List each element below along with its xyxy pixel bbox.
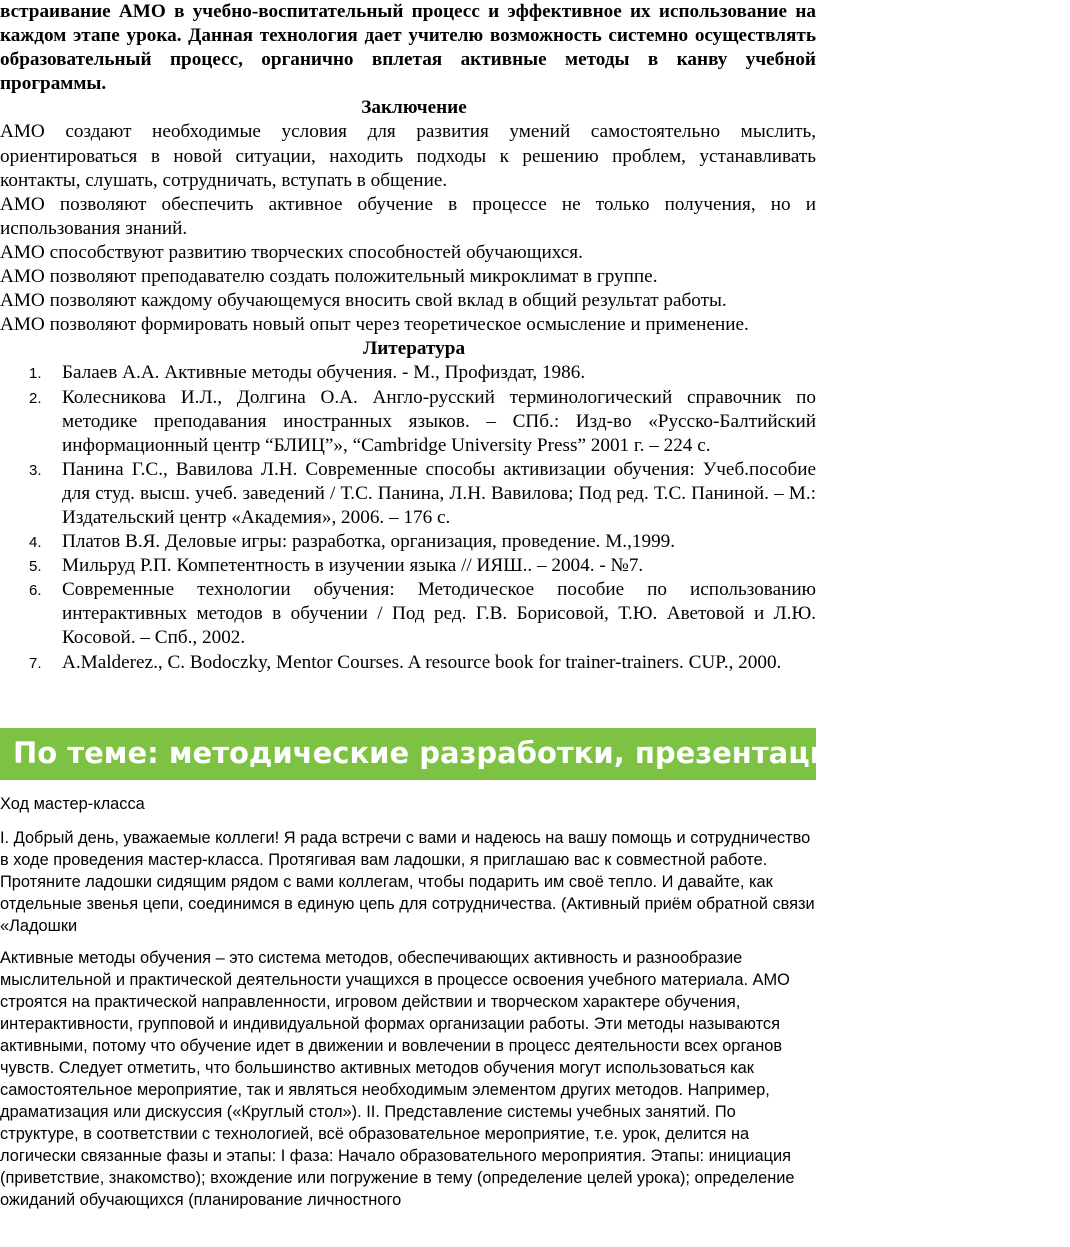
reference-item — [0, 458, 816, 530]
conclusion-paragraph: АМО позволяют каждому обучающемуся вносить свой вклад в общий результат работы. — [0, 290, 727, 312]
reference-text: Современные технологии обучения: Методическое пособие по использованию интерактивных методов в обучении / Под ред. Г.В. Борисовой, Т.Ю. Аветовой и Л.Ю. Косовой. – Спб., 2002. — [62, 579, 816, 649]
reference-item — [0, 554, 816, 578]
reference-number: 5. — [29, 558, 42, 576]
master-class-title: Ход мастер-класса — [0, 795, 145, 813]
reference-number: 6. — [29, 582, 42, 600]
reference-text: Колесникова И.Л., Долгина О.А. Англо-русский терминологический справочник по методике преподавания иностранных языков. – СПб.: Изд-во «Русско-Балтийский информационный центр “БЛИЦ”», “Cambridge University Press” 2001 г. – 224 с. — [62, 386, 816, 456]
conclusion-paragraph: АМО позволяют обеспечить активное обучение в процессе не только получения, но и использования знаний. — [0, 193, 816, 239]
active-methods-paragraph: Активные методы обучения – это система методов, обеспечивающих активность и разнообразие мыслительной и практической деятельности учащихся в процессе освоения учебного материала. АМО строятся на практической направленности, игровом действии и творческом характере обучения, интерактивности, групповой и индивидуальной формах организации работы. Эти методы называются активными, потому что обучение идет в движении и вовлечении в процесс деятельности всех органов чувств. Следует отметить, что большинство активных методов обучения могут использоваться как самостоятельное мероприятие, так и являться необходимым элементом других методов. Например, драматизация или дискуссия («Круглый стол»). II. Представление системы учебных занятий. По структуре, в соответствии с технологией, всё образовательное мероприятие, т.е. урок, делится на логически связанные фазы и этапы: I фаза: Начало образовательного мероприятия. Этапы: инициация (приветствие, знакомство); вхождение или погружение в тему (определение целей урока); определение ожиданий обучающихся (планирование личностного — [0, 949, 795, 1209]
references-list — [0, 361, 816, 674]
reference-number: 1. — [29, 365, 42, 383]
reference-item — [0, 386, 816, 458]
reference-text: A.Malderez., C. Bodoczky, Mentor Courses. A resource book for trainer-trainers. CUP., 2000. — [62, 651, 782, 673]
conclusion-paragraph: АМО создают необходимые условия для развития умений самостоятельно мыслить, ориентироваться в новой ситуации, находить подходы к решению проблем, устанавливать контакты, слушать, сотрудничать, вступать в общение. — [0, 121, 816, 191]
conclusion-heading: Заключение — [361, 97, 467, 119]
reference-number: 2. — [29, 389, 42, 407]
reference-text: Панина Г.С., Вавилова Л.Н. Современные способы активизации обучения: Учеб.пособие для студ. высш. учеб. заведений / Т.С. Панина, Л.Н. Вавилова; Под ред. Т.С. Паниной. – М.: Издательский центр «Академия», 2006. – 176 с. — [62, 458, 816, 528]
reference-text: Платов В.Я. Деловые игры: разработка, организация, проведение. М.,1999. — [62, 531, 676, 553]
reference-number: 3. — [29, 461, 42, 479]
conclusion-paragraph: АМО способствуют развитию творческих способностей обучающихся. — [0, 241, 583, 263]
reference-text: Мильруд Р.П. Компетентность в изучении языка // ИЯШ.. – 2004. - №7. — [62, 555, 644, 577]
master-class-section — [0, 793, 816, 1211]
reference-item — [0, 651, 816, 675]
reference-number: 7. — [29, 654, 42, 672]
reference-number: 4. — [29, 534, 42, 552]
conclusion-paragraph: АМО позволяют формировать новый опыт через теоретическое осмысление и применение. — [0, 314, 749, 336]
topic-banner-text[interactable]: По теме: методические разработки, презентации и конспекты — [13, 736, 1070, 770]
reference-item — [0, 361, 816, 385]
document-top-section — [0, 0, 816, 675]
reference-text: Балаев А.А. Активные методы обучения. - М., Профиздат, 1986. — [62, 362, 586, 384]
intro-paragraph: встраивание АМО в учебно-воспитательный процесс и эффективное их использование на каждом этапе урока. Данная технология дает учителю возможность системно осуществлять образовательный процесс, органично вплетая активные методы в канву учебной программы. — [0, 1, 816, 95]
master-class-intro: I. Добрый день, уважаемые коллеги! Я рада встречи с вами и надеюсь на вашу помощь и сотрудничество в ходе проведения мастер-класса. Протягивая вам ладошки, я приглашаю вас к совместной работе. Протяните ладошки сидящим рядом с вами коллегам, чтобы подарить им своё тепло. И давайте, как отдельные звенья цепи, соединимся в единую цепь для сотрудничества. (Активный приём обратной связи «Ладошки — [0, 829, 815, 935]
reference-item — [0, 578, 816, 650]
conclusion-paragraph: АМО позволяют преподавателю создать положительный микроклимат в группе. — [0, 266, 658, 288]
literature-heading: Литература — [362, 338, 466, 360]
topic-banner[interactable] — [0, 728, 1070, 780]
reference-item — [0, 530, 816, 554]
